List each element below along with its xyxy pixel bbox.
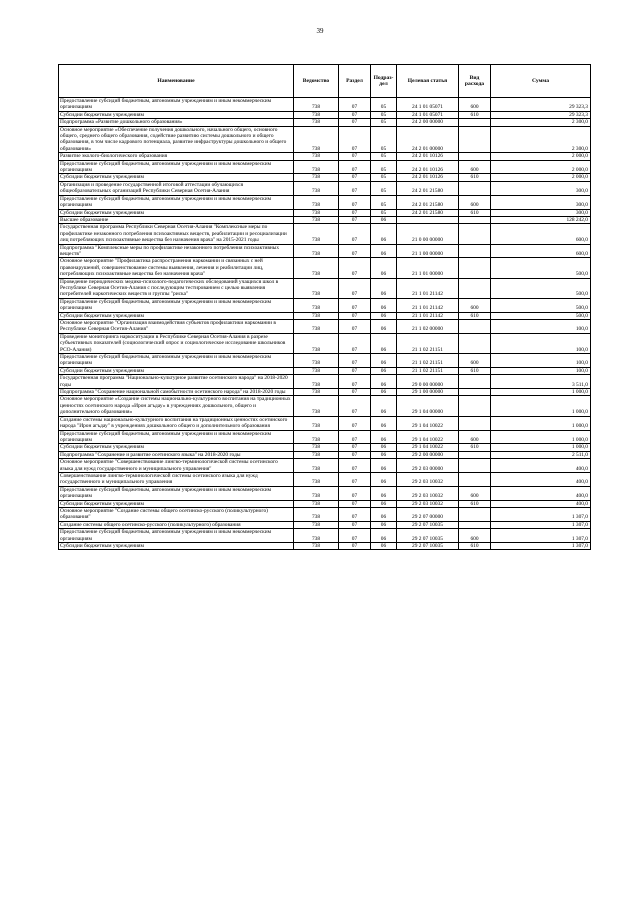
row-section: 07 [339,459,371,473]
row-target-article: 29 0 00 00000 [397,375,459,389]
row-name: Основное мероприятие "Профилактика распространения наркомании и связанных с ней правонарушений, совершенствование системы выявления, лечения и реабилитации лиц, потребляющих психоактивные вещества без назначения врача" [59,258,294,278]
row-section: 07 [339,354,371,368]
row-expense-type: 600 [459,298,491,312]
row-expense-type [459,244,491,258]
row-sum: 400,0 [491,459,591,473]
row-name: Предоставление субсидий бюджетным, автономным учреждениям и иным некоммерческим организациям [59,160,294,174]
row-target-article: 21 1 02 21151 [397,354,459,368]
row-subsection: 05 [371,195,397,209]
row-subsection: 06 [371,416,397,430]
row-department: 738 [294,153,339,160]
row-sum: 1 000,0 [491,444,591,451]
row-target-article: 29 2 03 00000 [397,459,459,473]
row-expense-type [459,389,491,396]
row-subsection: 06 [371,312,397,319]
row-target-article: 29 1 04 00000 [397,396,459,416]
row-section: 07 [339,486,371,500]
row-section: 07 [339,396,371,416]
row-department: 738 [294,244,339,258]
row-expense-type: 610 [459,543,491,550]
row-department: 738 [294,451,339,458]
header-department: Ведомство [294,65,339,98]
table-row [59,444,591,451]
row-department: 738 [294,320,339,334]
row-subsection: 06 [371,375,397,389]
row-department: 738 [294,444,339,451]
row-expense-type: 610 [459,367,491,374]
table-row [59,98,591,112]
row-target-article: 29 1 04 10022 [397,416,459,430]
row-name: Предоставление субсидий бюджетным, автономным учреждениям и иным некоммерческим организациям [59,298,294,312]
row-name: Подпрограмма «Развитие дошкольного образования» [59,119,294,126]
row-department: 738 [294,174,339,181]
row-subsection: 06 [371,354,397,368]
row-subsection: 06 [371,298,397,312]
row-expense-type: 610 [459,500,491,507]
row-department: 738 [294,416,339,430]
row-name: Подпрограмма "Сохранение и развитие осетинского языка" на 2018-2020 годы [59,451,294,458]
row-subsection: 06 [371,521,397,528]
row-sum: 2 000,0 [491,153,591,160]
row-expense-type: 610 [459,312,491,319]
row-target-article: 21 0 00 00000 [397,224,459,244]
row-name: Высшее образование [59,216,294,223]
row-name: Предоставление субсидий бюджетным, автономным учреждениям и иным некоммерческим организациям [59,354,294,368]
row-name: Подпрограмма "Сохранение национальной самобытности осетинского народа" на 2018-2020 годы [59,389,294,396]
row-subsection: 06 [371,278,397,298]
table-row [59,153,591,160]
row-department: 738 [294,258,339,278]
row-sum: 500,0 [491,278,591,298]
row-expense-type: 600 [459,486,491,500]
row-name: Основное мероприятие «Обеспечение получения дошкольного, начального общего, основного общего, среднего общего образования, содействие развитию системы дошкольного и общего образования, в том числе кадрового потенциала, развитие инфраструктуры дошкольного и общего образования» [59,126,294,153]
row-department: 738 [294,472,339,486]
row-name: Предоставление субсидий бюджетным, автономным учреждениям и иным некоммерческим организациям [59,430,294,444]
row-target-article: 21 1 01 00000 [397,258,459,278]
row-expense-type [459,396,491,416]
row-section: 07 [339,507,371,521]
row-subsection: 05 [371,209,397,216]
row-section: 07 [339,153,371,160]
row-sum: 300,0 [491,209,591,216]
row-name: Государственная программа "Национально-культурное развитие осетинского народа" на 2018-2020 годы [59,375,294,389]
row-subsection: 05 [371,126,397,153]
row-sum: 300,0 [491,195,591,209]
row-name: Основное мероприятие "Организация взаимодействия субъектов профилактики наркомании в Республике Северная Осетия-Алания" [59,320,294,334]
row-department: 738 [294,500,339,507]
row-section: 07 [339,529,371,543]
row-department: 738 [294,224,339,244]
table-row [59,244,591,258]
row-target-article [397,216,459,223]
row-department: 738 [294,333,339,353]
row-sum: 1 307,0 [491,543,591,550]
table-row [59,500,591,507]
row-sum: 1 000,0 [491,396,591,416]
table-row [59,486,591,500]
table-row [59,111,591,118]
row-section: 07 [339,298,371,312]
row-target-article: 29 2 00 00000 [397,451,459,458]
table-header-row [59,65,591,98]
row-section: 07 [339,126,371,153]
row-department: 738 [294,298,339,312]
row-sum: 600,0 [491,244,591,258]
row-expense-type [459,416,491,430]
row-expense-type [459,375,491,389]
row-subsection: 06 [371,451,397,458]
row-name: Основное мероприятие "Совершенствование лингво-терминологической системы осетинского языка для нужд государственного и муниципального управления" [59,459,294,473]
row-sum: 1 000,0 [491,430,591,444]
row-department: 738 [294,354,339,368]
row-target-article: 24 2 01 21580 [397,195,459,209]
row-department: 738 [294,389,339,396]
row-department: 738 [294,181,339,195]
row-expense-type [459,224,491,244]
row-subsection: 06 [371,507,397,521]
row-subsection: 06 [371,244,397,258]
header-subsection: Подраз-дел [371,65,397,98]
row-target-article: 29 2 03 10032 [397,472,459,486]
table-row [59,430,591,444]
row-section: 07 [339,472,371,486]
row-department: 738 [294,119,339,126]
row-section: 07 [339,416,371,430]
row-name: Субсидии бюджетным учреждениям [59,444,294,451]
row-target-article: 21 1 00 00000 [397,244,459,258]
table-row [59,312,591,319]
table-row [59,543,591,550]
budget-table [58,64,591,550]
table-row [59,126,591,153]
row-section: 07 [339,258,371,278]
row-expense-type: 600 [459,529,491,543]
row-expense-type: 600 [459,430,491,444]
table-row [59,529,591,543]
row-expense-type [459,333,491,353]
row-sum: 100,0 [491,354,591,368]
table-row [59,521,591,528]
row-target-article: 29 2 03 10032 [397,486,459,500]
row-expense-type: 600 [459,98,491,112]
row-sum: 400,0 [491,500,591,507]
row-name: Субсидии бюджетным учреждениям [59,367,294,374]
row-expense-type: 610 [459,444,491,451]
row-department: 738 [294,396,339,416]
row-department: 738 [294,98,339,112]
table-row [59,367,591,374]
header-sum: Сумма [491,65,591,98]
row-subsection: 05 [371,153,397,160]
table-row [59,507,591,521]
row-expense-type: 610 [459,209,491,216]
row-section: 07 [339,389,371,396]
table-row [59,354,591,368]
row-name: Совершенствование лингво-терминологической системы осетинского языка для нужд государственного и муниципального управления [59,472,294,486]
row-sum: 1 307,0 [491,521,591,528]
row-expense-type [459,451,491,458]
row-target-article: 24 2 01 10126 [397,160,459,174]
row-subsection: 05 [371,160,397,174]
row-subsection: 06 [371,459,397,473]
row-subsection: 06 [371,367,397,374]
row-subsection: 06 [371,444,397,451]
row-sum: 2 511,0 [491,451,591,458]
row-expense-type [459,521,491,528]
table-body [59,98,591,550]
row-sum: 2 300,0 [491,126,591,153]
row-department: 738 [294,111,339,118]
row-name: Создание системы общего осетинско-русского (поликультурного) образования [59,521,294,528]
row-subsection: 05 [371,174,397,181]
table-row [59,209,591,216]
row-department: 738 [294,486,339,500]
header-name: Наименование [59,65,294,98]
row-section: 07 [339,367,371,374]
row-subsection: 06 [371,333,397,353]
table-row [59,181,591,195]
table-row [59,278,591,298]
page-number: 39 [316,27,324,35]
row-section: 07 [339,224,371,244]
row-expense-type [459,258,491,278]
row-subsection: 05 [371,119,397,126]
row-target-article: 21 1 02 00000 [397,320,459,334]
row-target-article: 21 1 02 21151 [397,333,459,353]
table-row [59,389,591,396]
table-row [59,216,591,223]
row-name: Подпрограмма "Комплексные меры по профилактике незаконного потребления психоактивных веществ" [59,244,294,258]
row-subsection: 05 [371,98,397,112]
row-section: 07 [339,444,371,451]
row-sum: 2 000,0 [491,160,591,174]
row-sum: 2 300,0 [491,119,591,126]
table-row [59,195,591,209]
row-sum: 2 000,0 [491,174,591,181]
row-subsection: 05 [371,111,397,118]
row-subsection: 06 [371,543,397,550]
row-section: 07 [339,333,371,353]
row-sum: 400,0 [491,472,591,486]
row-name: Основное мероприятие "Создание системы общего осетинско-русского (поликультурного) образования" [59,507,294,521]
row-section: 07 [339,181,371,195]
row-section: 07 [339,209,371,216]
row-expense-type [459,507,491,521]
row-target-article: 29 2 07 10035 [397,543,459,550]
row-sum: 29 323,3 [491,111,591,118]
row-name: Основное мероприятие «Создание системы национально-культурного воспитания на традиционных ценностях осетинского народа «Ирон агъдау» в учреждениях дошкольного, общего и дополнительного образования» [59,396,294,416]
row-expense-type: 600 [459,195,491,209]
row-sum: 500,0 [491,312,591,319]
row-target-article: 29 1 04 10022 [397,430,459,444]
row-name: Проведение периодических медико-психолого-педагогических обследований учащихся школ в Республике Северная Осетия-Алания с последующим тестированием с целью выявления потребителей наркотических веществ и группы "риска" [59,278,294,298]
row-subsection: 06 [371,320,397,334]
row-subsection: 06 [371,216,397,223]
row-expense-type: 600 [459,160,491,174]
row-section: 07 [339,430,371,444]
row-target-article: 29 2 07 10035 [397,529,459,543]
table-row [59,160,591,174]
row-expense-type [459,459,491,473]
row-department: 738 [294,209,339,216]
row-name: Субсидии бюджетным учреждениям [59,111,294,118]
row-sum: 1 000,0 [491,416,591,430]
row-name: Предоставление субсидий бюджетным, автономным учреждениям и иным некоммерческим организациям [59,529,294,543]
row-target-article: 29 1 00 00000 [397,389,459,396]
row-sum: 500,0 [491,258,591,278]
row-name: Субсидии бюджетным учреждениям [59,209,294,216]
table-row [59,174,591,181]
row-department: 738 [294,278,339,298]
row-department: 738 [294,375,339,389]
row-subsection: 06 [371,224,397,244]
row-section: 07 [339,244,371,258]
row-subsection: 05 [371,181,397,195]
row-section: 07 [339,98,371,112]
row-section: 07 [339,111,371,118]
header-section: Раздел [339,65,371,98]
row-section: 07 [339,375,371,389]
row-department: 738 [294,459,339,473]
row-section: 07 [339,451,371,458]
row-department: 738 [294,529,339,543]
row-sum: 100,0 [491,367,591,374]
table-row [59,472,591,486]
row-expense-type [459,216,491,223]
row-target-article: 21 1 01 21142 [397,278,459,298]
row-sum: 600,0 [491,224,591,244]
row-sum: 100,0 [491,320,591,334]
row-name: Предоставление субсидий бюджетным, автономным учреждениям и иным некоммерческим организациям [59,195,294,209]
row-section: 07 [339,521,371,528]
row-department: 738 [294,216,339,223]
row-subsection: 06 [371,389,397,396]
row-sum: 1 000,0 [491,389,591,396]
row-target-article: 21 1 02 21151 [397,367,459,374]
row-expense-type: 610 [459,174,491,181]
table-row [59,375,591,389]
row-name: Субсидии бюджетным учреждениям [59,312,294,319]
row-name: Создание системы национально-культурного воспитания на традиционных ценностях осетинского народа "Ирон агъдау" в учреждениях дошкольного общего и дополнительного образования [59,416,294,430]
table-row [59,258,591,278]
row-sum: 3 511,0 [491,375,591,389]
row-section: 07 [339,278,371,298]
row-target-article: 24 2 01 10126 [397,174,459,181]
row-sum: 1 307,0 [491,529,591,543]
row-expense-type: 600 [459,354,491,368]
row-target-article: 29 2 03 10032 [397,500,459,507]
row-department: 738 [294,126,339,153]
row-department: 738 [294,160,339,174]
header-target-article: Целевая статья [397,65,459,98]
row-name: Проведение мониторинга наркоситуации в Республике Северная Осетия-Алания в разрезе субъективных показателей (социологический опрос и социологическое исследование школьников РСО-Алания) [59,333,294,353]
row-department: 738 [294,195,339,209]
row-department: 738 [294,507,339,521]
header-expense-type: Вид расхода [459,65,491,98]
row-target-article: 24 2 01 21580 [397,209,459,216]
row-section: 07 [339,160,371,174]
row-sum: 300,0 [491,181,591,195]
row-section: 07 [339,543,371,550]
table-row [59,396,591,416]
row-section: 07 [339,312,371,319]
row-section: 07 [339,119,371,126]
row-subsection: 06 [371,529,397,543]
row-sum: 500,0 [491,298,591,312]
row-subsection: 06 [371,486,397,500]
row-department: 738 [294,521,339,528]
row-sum: 100,0 [491,333,591,353]
table-row [59,119,591,126]
row-name: Предоставление субсидий бюджетным, автономным учреждениям и иным некоммерческим организациям [59,98,294,112]
row-department: 738 [294,430,339,444]
row-department: 738 [294,312,339,319]
row-expense-type [459,181,491,195]
row-name: Организация и проведение государственной итоговой аттестации обучающихся общеобразовательных организаций Республики Северная Осетия-Алания [59,181,294,195]
row-name: Субсидии бюджетным учреждениям [59,174,294,181]
table-row [59,320,591,334]
row-subsection: 06 [371,258,397,278]
row-subsection: 06 [371,396,397,416]
row-target-article: 29 1 04 10022 [397,444,459,451]
row-subsection: 06 [371,500,397,507]
row-name: Субсидии бюджетным учреждениям [59,543,294,550]
row-sum: 128 242,0 [491,216,591,223]
row-target-article: 29 2 07 00000 [397,507,459,521]
table-row [59,333,591,353]
row-expense-type [459,153,491,160]
row-department: 738 [294,367,339,374]
row-subsection: 06 [371,472,397,486]
row-name: Предоставление субсидий бюджетным, автономным учреждениям и иным некоммерческим организациям [59,486,294,500]
row-target-article: 21 1 01 21142 [397,298,459,312]
row-subsection: 06 [371,430,397,444]
row-expense-type [459,126,491,153]
row-sum: 400,0 [491,486,591,500]
table-row [59,459,591,473]
row-section: 07 [339,174,371,181]
row-section: 07 [339,195,371,209]
row-target-article: 24 2 00 00000 [397,119,459,126]
table-row [59,224,591,244]
row-sum: 1 307,0 [491,507,591,521]
row-expense-type [459,278,491,298]
row-target-article: 24 1 01 05071 [397,98,459,112]
row-section: 07 [339,500,371,507]
row-sum: 29 323,3 [491,98,591,112]
row-expense-type [459,119,491,126]
row-target-article: 24 1 01 05071 [397,111,459,118]
row-target-article: 21 1 01 21142 [397,312,459,319]
row-expense-type [459,472,491,486]
row-department: 738 [294,543,339,550]
row-section: 07 [339,216,371,223]
row-expense-type: 610 [459,111,491,118]
table-row [59,298,591,312]
row-target-article: 24 2 01 00000 [397,126,459,153]
row-name: Развитие эколого-биологического образования [59,153,294,160]
row-target-article: 24 2 01 10126 [397,153,459,160]
row-name: Государственная программа Республики Северная Осетия-Алания "Комплексные меры по профилактике незаконного потребления психоактивных веществ, реабилитации и ресоциализации лиц потребляющих психоактивные вещества без назначения врача" на 2015-2021 годы [59,224,294,244]
row-name: Субсидии бюджетным учреждениям [59,500,294,507]
row-section: 07 [339,320,371,334]
row-target-article: 24 2 01 21580 [397,181,459,195]
row-expense-type [459,320,491,334]
table-row [59,416,591,430]
row-target-article: 29 2 07 10035 [397,521,459,528]
table-row [59,451,591,458]
